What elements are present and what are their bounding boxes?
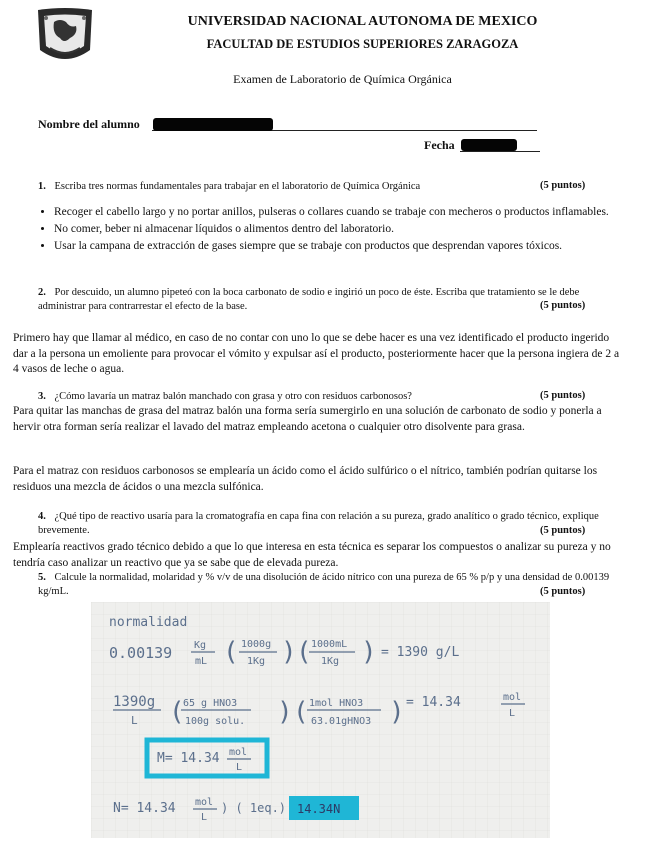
calc-l2-f2-num: 1mol HNO3: [309, 698, 364, 709]
question-3-answer-2: Para el matraz con residuos carbonosos se emplearía un ácido como el ácido sulfúrico o el nítrico, también podrían quitarse los residuos una mezcla de ácidos o una mezcla sulfónica.: [13, 465, 598, 493]
calc-l4-value: N= 14.34: [113, 801, 176, 816]
paren: (: [296, 637, 312, 667]
question-4-points: (5 puntos): [540, 525, 586, 536]
calc-l2-f2-den: 63.01gHNO3: [311, 716, 372, 727]
calc-l4-factor: ) ( 1eq.): [221, 801, 287, 815]
question-1-points: (5 puntos): [540, 180, 586, 191]
question-3-number: 3.: [38, 391, 46, 402]
student-name-label: Nombre del alumno: [38, 117, 140, 131]
date-line: [460, 151, 540, 152]
question-2-number: 2.: [38, 287, 46, 298]
handwritten-calculation-photo: [91, 602, 550, 838]
question-4-answer: Emplearía reactivos grado técnico debido a que lo que interesa en esta técnica es separar los compuestos o analizar su pureza y no tendría caso analizar un reactivo que ya se sabe que de elevada pureza.: [13, 541, 611, 569]
calc-l2-den: L: [131, 714, 138, 727]
calc-l2-unit-num: mol: [503, 692, 522, 703]
calc-molarity-unit-den: L: [236, 762, 243, 773]
date-label: Fecha: [424, 138, 455, 152]
calc-l4-unit-num: mol: [195, 797, 214, 808]
calc-l1-f2-num: 1000mL: [311, 639, 348, 650]
calc-l2-f1-num: 65 g HNO3: [183, 698, 238, 709]
question-3-answer-1: Para quitar las manchas de grasa del matraz balón una forma sería sumergirlo en una solución de carbonato de sodio y ponerla a hervir otra forman sería realizar el lavado del matraz empleando acetona o cualquier otro disolvente para grasa.: [13, 405, 602, 433]
faculty-name: FACULTAD DE ESTUDIOS SUPERIORES ZARAGOZA: [206, 37, 519, 51]
question-5-points: (5 puntos): [540, 586, 586, 597]
question-4: [38, 510, 618, 538]
question-2: [38, 286, 618, 314]
question-1-number: 1.: [38, 181, 46, 192]
calc-l1-f1-num: 1000g: [241, 639, 272, 650]
university-name: UNIVERSIDAD NACIONAL AUTONOMA DE MEXICO: [187, 14, 538, 29]
paren: ): [361, 637, 377, 667]
paren: ): [277, 697, 293, 727]
redacted-date: [461, 139, 517, 151]
calc-l2-num: 1390g: [113, 694, 156, 710]
question-1-text: Escriba tres normas fundamentales para trabajar en el laboratorio de Química Orgánica: [54, 181, 421, 192]
calc-l2-f1-den: 100g solu.: [185, 716, 246, 727]
calc-l1-unit-den: mL: [195, 656, 208, 667]
question-4-number: 4.: [38, 511, 46, 522]
redacted-name: [153, 118, 273, 131]
calc-l1-f2-den: 1Kg: [321, 656, 340, 667]
handwriting-svg: [91, 602, 550, 838]
calc-l1-value: 0.00139: [109, 644, 173, 662]
question-1: [38, 180, 420, 194]
paren: (: [169, 697, 185, 727]
question-1-answers: [18, 205, 655, 254]
calc-molarity: M= 14.34: [157, 751, 220, 766]
question-2-answer: Primero hay que llamar al médico, en caso de no contar con uno lo que se debe hacer es una vez identificado el producto ingerido dar a la persona un emoliente para provocar el vómito y expulsar así el producto, posteriormente hacer que la persona ingiera de 2 a 4 vasos de leche o agua.: [13, 332, 620, 375]
calc-molarity-unit-num: mol: [229, 747, 248, 758]
question-5: [38, 571, 618, 599]
question-3: [38, 390, 412, 404]
list-item: • No comer, beber ni almacenar líquidos o alimentos dentro del laboratorio.: [54, 222, 655, 237]
question-3-text: ¿Cómo lavaría un matraz balón manchado con grasa y otro con residuos carbonosos?: [54, 391, 412, 402]
list-item: • Usar la campana de extracción de gases siempre que se trabaje con productos que desprendan vapores tóxicos.: [54, 239, 655, 254]
calc-l2-result: = 14.34: [406, 695, 461, 710]
question-5-number: 5.: [38, 572, 46, 583]
calc-l1-f1-den: 1Kg: [247, 656, 266, 667]
paren: (: [293, 697, 309, 727]
calc-l2-unit-den: L: [509, 708, 516, 719]
list-item: • Recoger el cabello largo y no portar anillos, pulseras o collares cuando se trabaje con mecheros o productos inflamables.: [54, 205, 655, 220]
calc-normality: 14.34N: [297, 802, 341, 816]
question-5-text: Calcule la normalidad, molaridad y % v/v de una disolución de ácido nítrico con una pureza de 65 % p/p y una densidad de 0.00139 kg/mL.: [38, 572, 610, 597]
question-2-points: (5 puntos): [540, 300, 586, 311]
exam-title: Examen de Laboratorio de Química Orgánica: [233, 72, 452, 86]
paren: (: [223, 637, 239, 667]
question-2-text: Por descuido, un alumno pipeteó con la boca carbonato de sodio e ingirió un poco de éste. Escriba que tratamiento se le debe administrar para contrarrestar el efecto de la base.: [38, 287, 580, 312]
question-3-points: (5 puntos): [540, 390, 586, 401]
question-4-text: ¿Qué tipo de reactivo usaría para la cromatografía en capa fina con relación a su pureza, grado analítico o grado técnico, explique brevemente.: [38, 511, 599, 536]
paren: ): [281, 637, 297, 667]
calc-title: normalidad: [109, 615, 188, 630]
calc-l1-unit-num: Kg: [194, 640, 207, 651]
calc-l1-result: = 1390 g/L: [381, 645, 460, 660]
calc-l4-unit-den: L: [201, 812, 208, 823]
paren: ): [389, 697, 405, 727]
